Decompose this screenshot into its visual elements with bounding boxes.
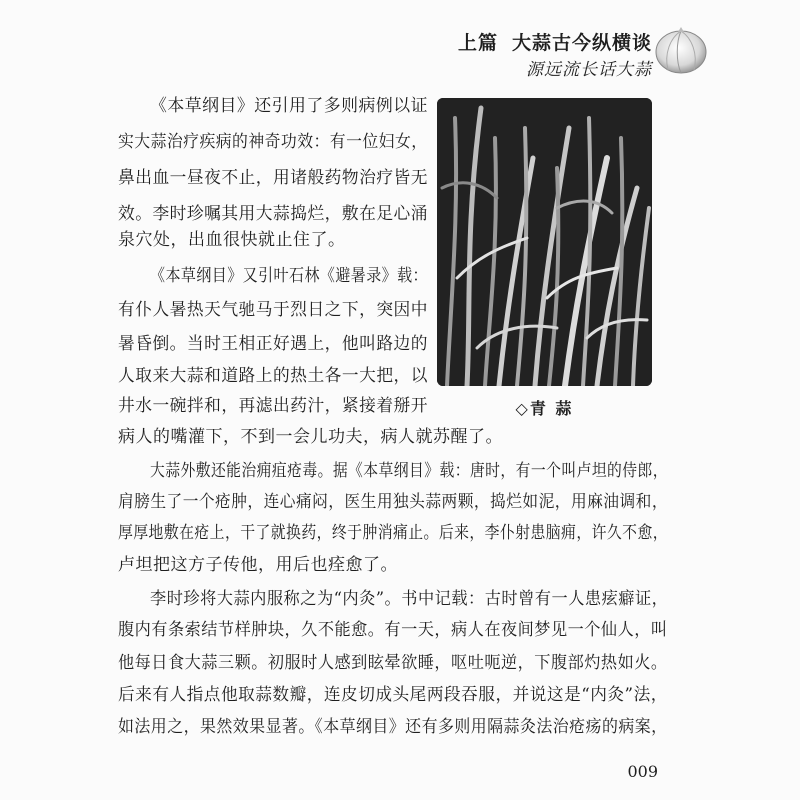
page-number: 009 — [627, 762, 658, 781]
text-line: 肩膀生了一个疮肿，连心痛闷，医生用独头蒜两颗，捣烂如泥，用麻油调和， — [118, 492, 668, 512]
text-line: 《本草纲目》还引用了多则病例以证 — [150, 96, 428, 116]
text-line: 有仆人暑热天气驰马于烈日之下，突因中 — [118, 300, 428, 320]
header-title: 大蒜古今纵横谈 — [511, 32, 652, 54]
text-line: 人取来大蒜和道路上的热土各一大把，以 — [118, 366, 428, 386]
text-line: 如法用之，果然效果显著。《本草纲目》还有多则用隔蒜灸法治疮疡的病案， — [118, 717, 668, 737]
photo-caption: ◇青 蒜 — [515, 399, 574, 418]
text-line: 病人的嘴灌下，不到一会儿功夫，病人就苏醒了。 — [118, 427, 503, 447]
text-line: 腹内有条索结节样肿块，久不能愈。有一天，病人在夜间梦见一个仙人，叫 — [118, 620, 668, 640]
text-line: 泉穴处，出血很快就止住了。 — [118, 230, 346, 250]
text-line: 卢坦把这方子传他，用后也痊愈了。 — [118, 555, 398, 575]
text-line: 李时珍将大蒜内服称之为“内灸”。书中记载：古时曾有一人患痃癖证， — [150, 589, 669, 609]
text-line: 实大蒜治疗疾病的神奇功效：有一位妇女， — [118, 132, 428, 152]
text-line: 鼻出血一昼夜不止，用诸般药物治疗皆无 — [118, 168, 428, 188]
text-line: 后来有人指点他取蒜数瓣，连皮切成头尾两段吞服，并说这是“内灸”法， — [118, 685, 668, 705]
text-line: 《本草纲目》又引叶石林《避暑录》载： — [150, 266, 428, 286]
text-line: 效。李时珍嘱其用大蒜捣烂，敷在足心涌 — [118, 204, 428, 224]
header-part: 上篇 — [457, 32, 498, 54]
header-subtitle: 源远流长话大蒜 — [526, 59, 652, 80]
text-line: 他每日食大蒜三颗。初服时人感到眩晕欲睡，呕吐呃逆，下腹部灼热如火。 — [118, 653, 668, 673]
text-line: 井水一碗拌和，再滤出药汁，紧接着掰开 — [118, 396, 428, 416]
text-line: 暑昏倒。当时王相正好遇上，他叫路边的 — [118, 334, 428, 354]
text-line: 大蒜外敷还能治痈疽疮毒。据《本草纲目》载：唐时，有一个叫卢坦的侍郎， — [150, 461, 668, 481]
text-line: 厚厚地敷在疮上，干了就换药，终于肿消痛止。后来，李仆射患脑痈，许久不愈， — [118, 523, 668, 543]
